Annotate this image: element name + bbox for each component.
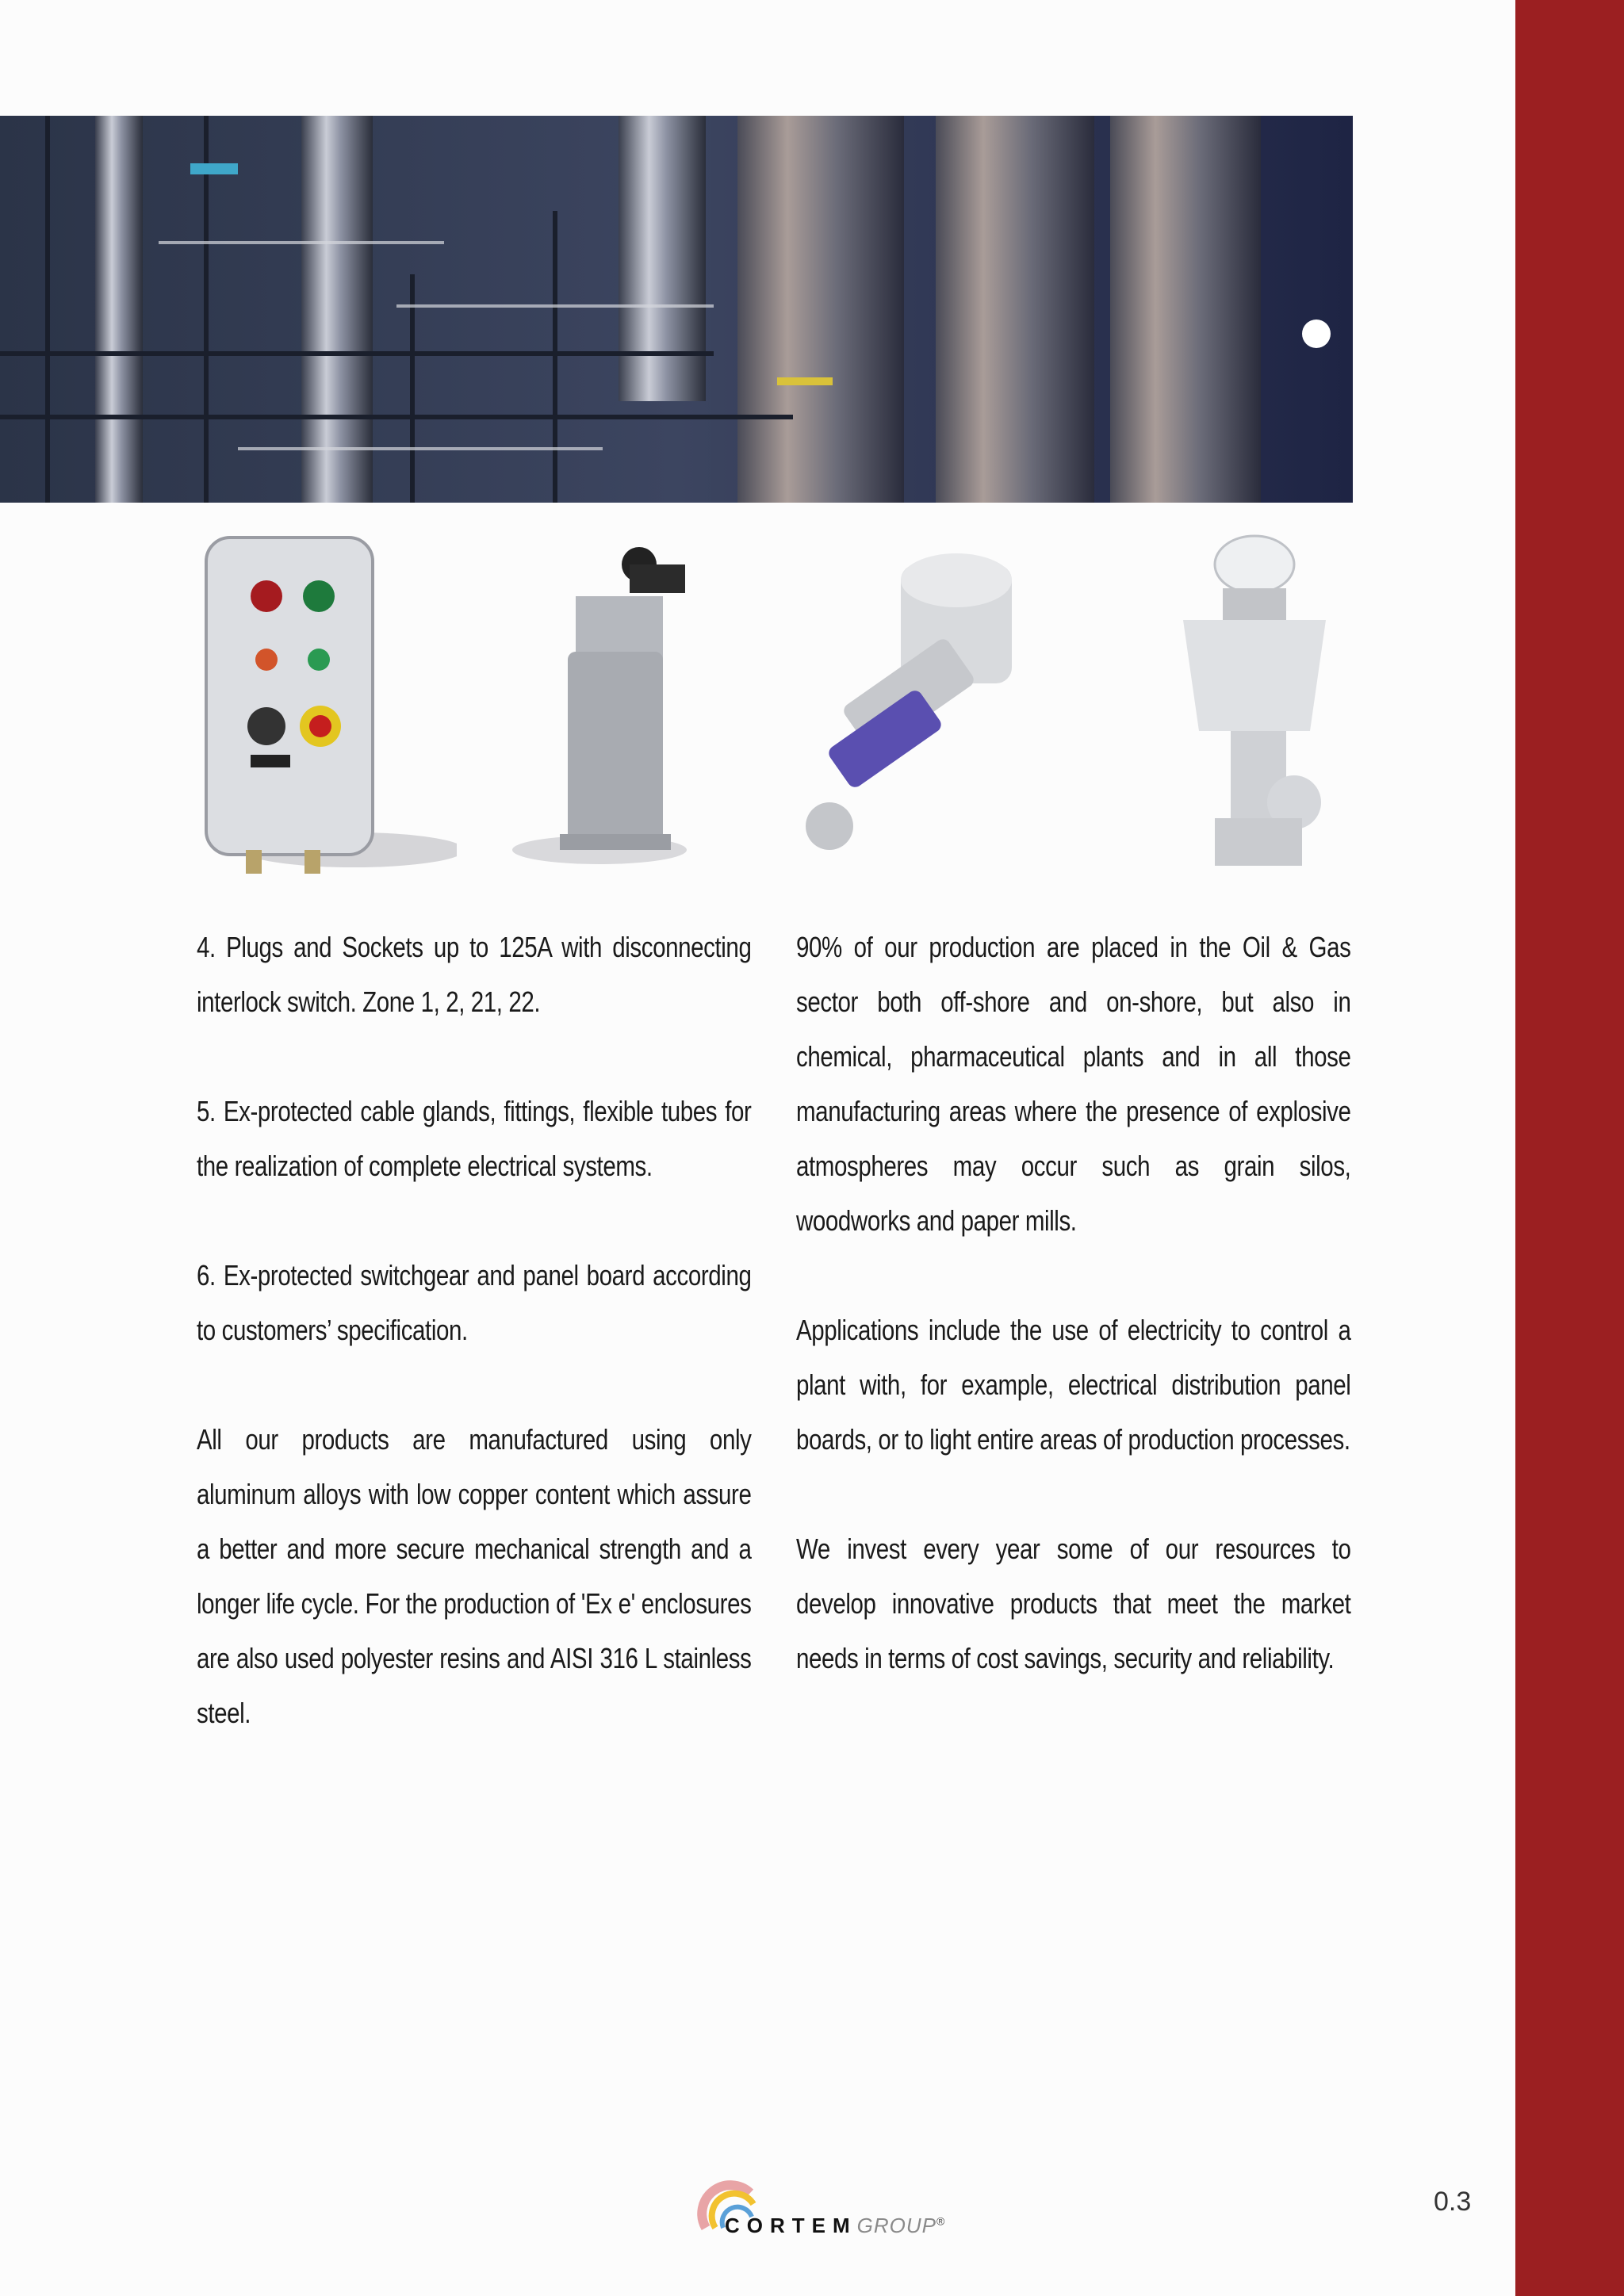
page-number: 0.3	[1434, 2187, 1472, 2217]
right-text-column	[796, 920, 1350, 1740]
logo-main-text: CORTEM	[725, 2214, 857, 2237]
control-station-image	[187, 533, 457, 890]
light-fitting-image	[1151, 533, 1353, 890]
red-sidebar-band	[1515, 0, 1624, 2296]
limit-switch-image	[488, 533, 726, 890]
logo-group-text: GROUP	[856, 2214, 937, 2237]
paragraph-cable-glands: 5. Ex-protected cable glands, fittings, flexible tubes for the realization of complete electrical systems.	[197, 1095, 752, 1182]
paragraph-switchgear: 6. Ex-protected switchgear and panel board according to customers’ specification.	[197, 1259, 752, 1346]
paragraph-plugs-sockets: 4. Plugs and Sockets up to 125A with disconnecting interlock switch. Zone 1, 2, 21, 22.	[197, 931, 752, 1018]
industrial-plant-photo	[0, 116, 1353, 503]
paragraph-oil-gas: 90% of our production are placed in the Oil & Gas sector both off-shore and on-shore, but also in chemical, pharmaceutical plants and in all those manufacturing areas where the presence of explosive atmospheres may occur such as grain silos, woodworks and paper mills.	[796, 931, 1351, 1237]
left-text-column	[197, 920, 751, 1795]
paragraph-materials: All our products are manufactured using only aluminum alloys with low copper content which assure a better and more secure mechanical strength and a longer life cycle. For the production of 'Ex e' enclosures are also used polyester resins and AISI 316 L stainless steel.	[197, 1423, 752, 1729]
cortem-group-logo	[695, 2172, 945, 2247]
product-images	[187, 533, 1353, 890]
logo-registered-mark: ®	[936, 2214, 945, 2228]
paragraph-investment: We invest every year some of our resources to develop innovative products that meet the market needs in terms of cost savings, security and reliability.	[796, 1533, 1351, 1674]
paragraph-applications: Applications include the use of electricity to control a plant with, for example, electrical distribution panel boards, or to light entire areas of production processes.	[796, 1314, 1351, 1456]
plug-socket-image	[798, 533, 1051, 890]
